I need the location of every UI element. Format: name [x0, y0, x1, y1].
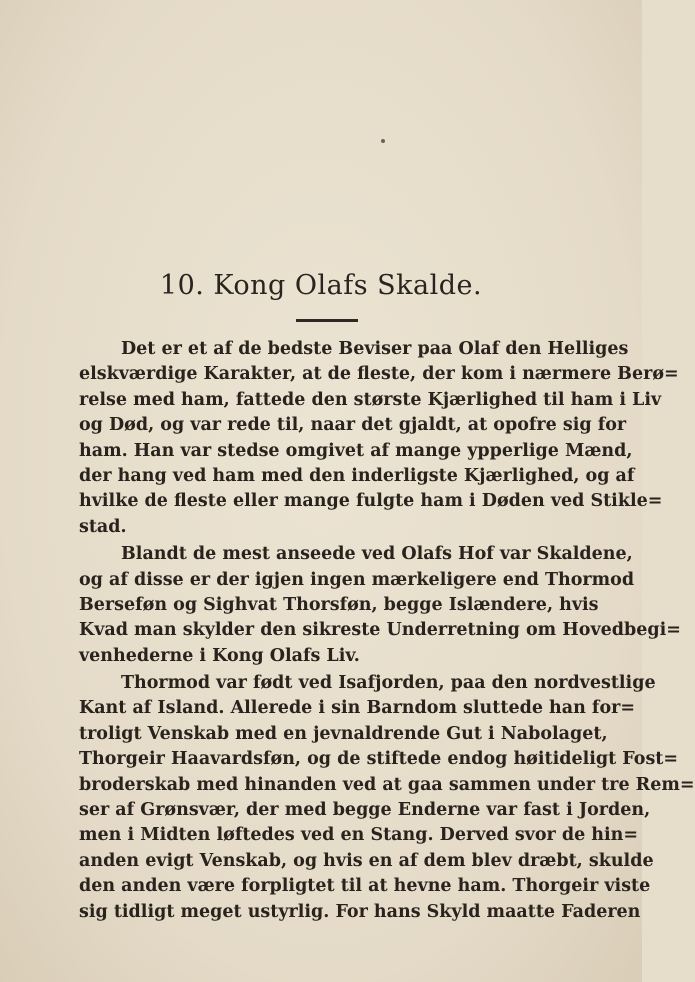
page-speck	[381, 139, 385, 143]
text-line: troligt Venskab med en jevnaldrende Gut i Nabolaget,	[79, 723, 608, 744]
text-line: ser af Grønsvær, der med begge Enderne var fast i Jorden,	[79, 800, 651, 821]
text-line: men i Midten løftedes ved en Stang. Derved svor de hin=	[79, 825, 639, 846]
text-line: relse med ham, fattede den største Kjærlighed til ham i Liv	[79, 389, 662, 410]
text-line: anden evigt Venskab, og hvis en af dem blev dræbt, skulde	[79, 850, 654, 871]
text-line: Blandt de mest anseede ved Olafs Hof var Skaldene,	[121, 544, 633, 565]
text-line: elskværdige Karakter, at de fleste, der kom i nærmere Berø=	[79, 364, 679, 385]
text-line: venhederne i Kong Olafs Liv.	[79, 645, 360, 666]
text-line: Kvad man skylder den sikreste Underretning om Hovedbegi=	[79, 620, 681, 641]
text-line: og Død, og var rede til, naar det gjaldt, at opofre sig for	[79, 415, 627, 436]
text-line: stad.	[79, 516, 127, 537]
text-line: Berseføn og Sighvat Thorsføn, begge Islændere, hvis	[79, 594, 599, 615]
text-line: sig tidligt meget ustyrlig. For hans Skyld maatte Faderen	[79, 901, 641, 922]
text-line: den anden være forpligtet til at hevne ham. Thorgeir viste	[79, 876, 651, 897]
text-line: broderskab med hinanden ved at gaa sammen under tre Rem=	[79, 774, 695, 795]
text-line: hvilke de fleste eller mange fulgte ham i Døden ved Stikle=	[79, 491, 663, 512]
body-text	[79, 337, 695, 925]
text-line: Thormod var født ved Isafjorden, paa den nordvestlige	[121, 673, 656, 694]
text-line: og af disse er der igjen ingen mærkeligere end Thormod	[79, 569, 635, 590]
text-line: der hang ved ham med den inderligste Kjærlighed, og af	[79, 465, 635, 486]
text-line: Kant af Island. Allerede i sin Barndom sluttede han for=	[79, 698, 636, 719]
text-line: Det er et af de bedste Beviser paa Olaf den Helliges	[121, 339, 629, 359]
text-line: ham. Han var stedse omgivet af mange ypperlige Mænd,	[79, 440, 633, 461]
chapter-heading: 10. Kong Olafs Skalde.	[159, 270, 483, 301]
text-line: Thorgeir Haavardsføn, og de stiftede endog høitideligt Fost=	[79, 749, 679, 770]
heading-rule	[296, 319, 358, 322]
